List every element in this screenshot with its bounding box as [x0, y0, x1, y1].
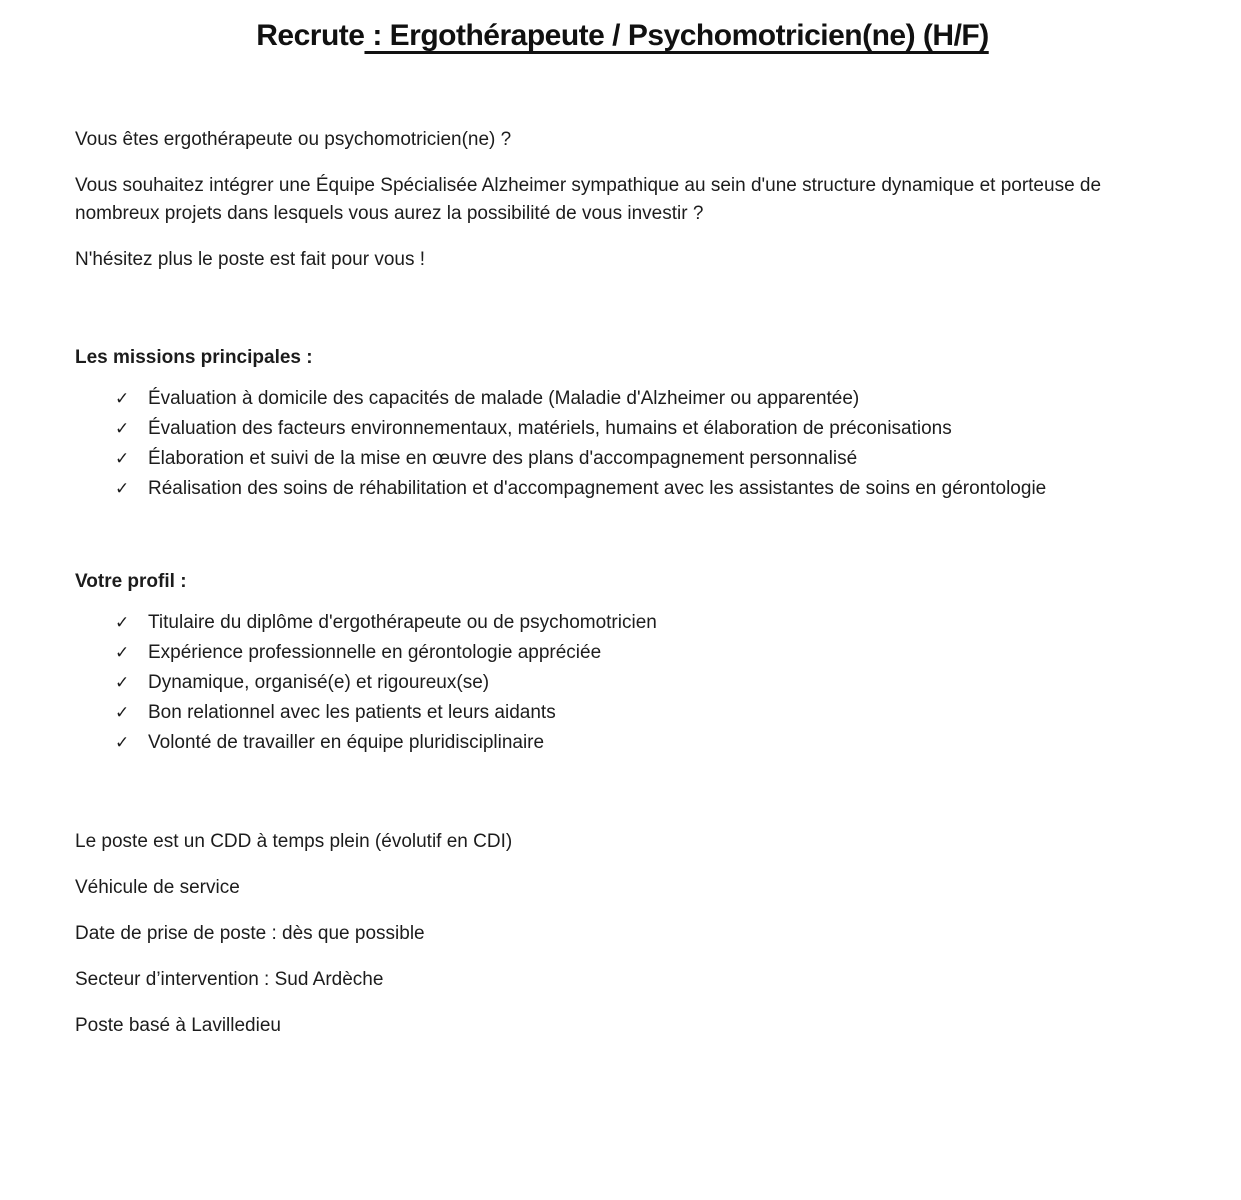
checklist-item-text: Réalisation des soins de réhabilitation et d'accompagnement avec les assistantes de soins en gérontologie — [148, 478, 1047, 499]
checklist-item-text: Évaluation à domicile des capacités de malade (Maladie d'Alzheimer ou apparentée) — [148, 388, 860, 409]
detail-vehicle: Véhicule de service — [75, 877, 240, 898]
detail-contract: Le poste est un CDD à temps plein (évolutif en CDI) — [75, 831, 513, 852]
checklist-item — [75, 638, 1170, 668]
checkmark-icon: ✓ — [115, 419, 130, 439]
checklist-item-text: Expérience professionnelle en gérontologie appréciée — [148, 642, 602, 663]
checkmark-icon: ✓ — [115, 733, 130, 753]
checkmark-icon: ✓ — [115, 703, 130, 723]
checklist-item — [75, 414, 1170, 444]
detail-location: Poste basé à Lavilledieu — [75, 1015, 281, 1036]
checklist-item — [75, 608, 1170, 638]
detail-sector: Secteur d’intervention : Sud Ardèche — [75, 969, 384, 990]
checklist-item — [75, 444, 1170, 474]
checklist-item — [75, 384, 1170, 414]
page-title — [75, 16, 1170, 56]
checklist-item-text: Élaboration et suivi de la mise en œuvre des plans d'accompagnement personnalisé — [148, 448, 858, 469]
checkmark-icon: ✓ — [115, 389, 130, 409]
profil-checklist — [75, 608, 1170, 758]
section-heading-profil: Votre profil : — [75, 571, 187, 592]
title-prefix: Recrute — [256, 19, 365, 52]
checklist-item — [75, 668, 1170, 698]
checklist-item-text: Bon relationnel avec les patients et leurs aidants — [148, 702, 556, 723]
checkmark-icon: ✓ — [115, 643, 130, 663]
checkmark-icon: ✓ — [115, 449, 130, 469]
section-heading-missions: Les missions principales : — [75, 347, 313, 368]
checklist-item-text: Dynamique, organisé(e) et rigoureux(se) — [148, 672, 490, 693]
checkmark-icon: ✓ — [115, 479, 130, 499]
detail-start-date: Date de prise de poste : dès que possible — [75, 923, 425, 944]
checklist-item-text: Volonté de travailler en équipe pluridisciplinaire — [148, 732, 545, 753]
intro-paragraph-1: Vous êtes ergothérapeute ou psychomotricien(ne) ? — [75, 129, 512, 150]
checklist-item-text: Titulaire du diplôme d'ergothérapeute ou de psychomotricien — [148, 612, 657, 633]
checklist-item — [75, 728, 1170, 758]
checkmark-icon: ✓ — [115, 673, 130, 693]
title-underlined-part: : Ergothérapeute / Psychomotricien(ne) (H/F) — [364, 19, 989, 52]
checklist-item-text: Évaluation des facteurs environnementaux, matériels, humains et élaboration de préconisations — [148, 418, 952, 439]
checklist-item — [75, 698, 1170, 728]
checklist-item — [75, 474, 1170, 504]
checkmark-icon: ✓ — [115, 613, 130, 633]
intro-paragraph-2: Vous souhaitez intégrer une Équipe Spécialisée Alzheimer sympathique au sein d'une structure dynamique et porteuse de nombreux projets dans lesquels vous aurez la possibilité de vous investir ? — [75, 175, 1102, 224]
missions-checklist — [75, 384, 1170, 504]
intro-paragraph-3: N'hésitez plus le poste est fait pour vous ! — [75, 249, 426, 270]
